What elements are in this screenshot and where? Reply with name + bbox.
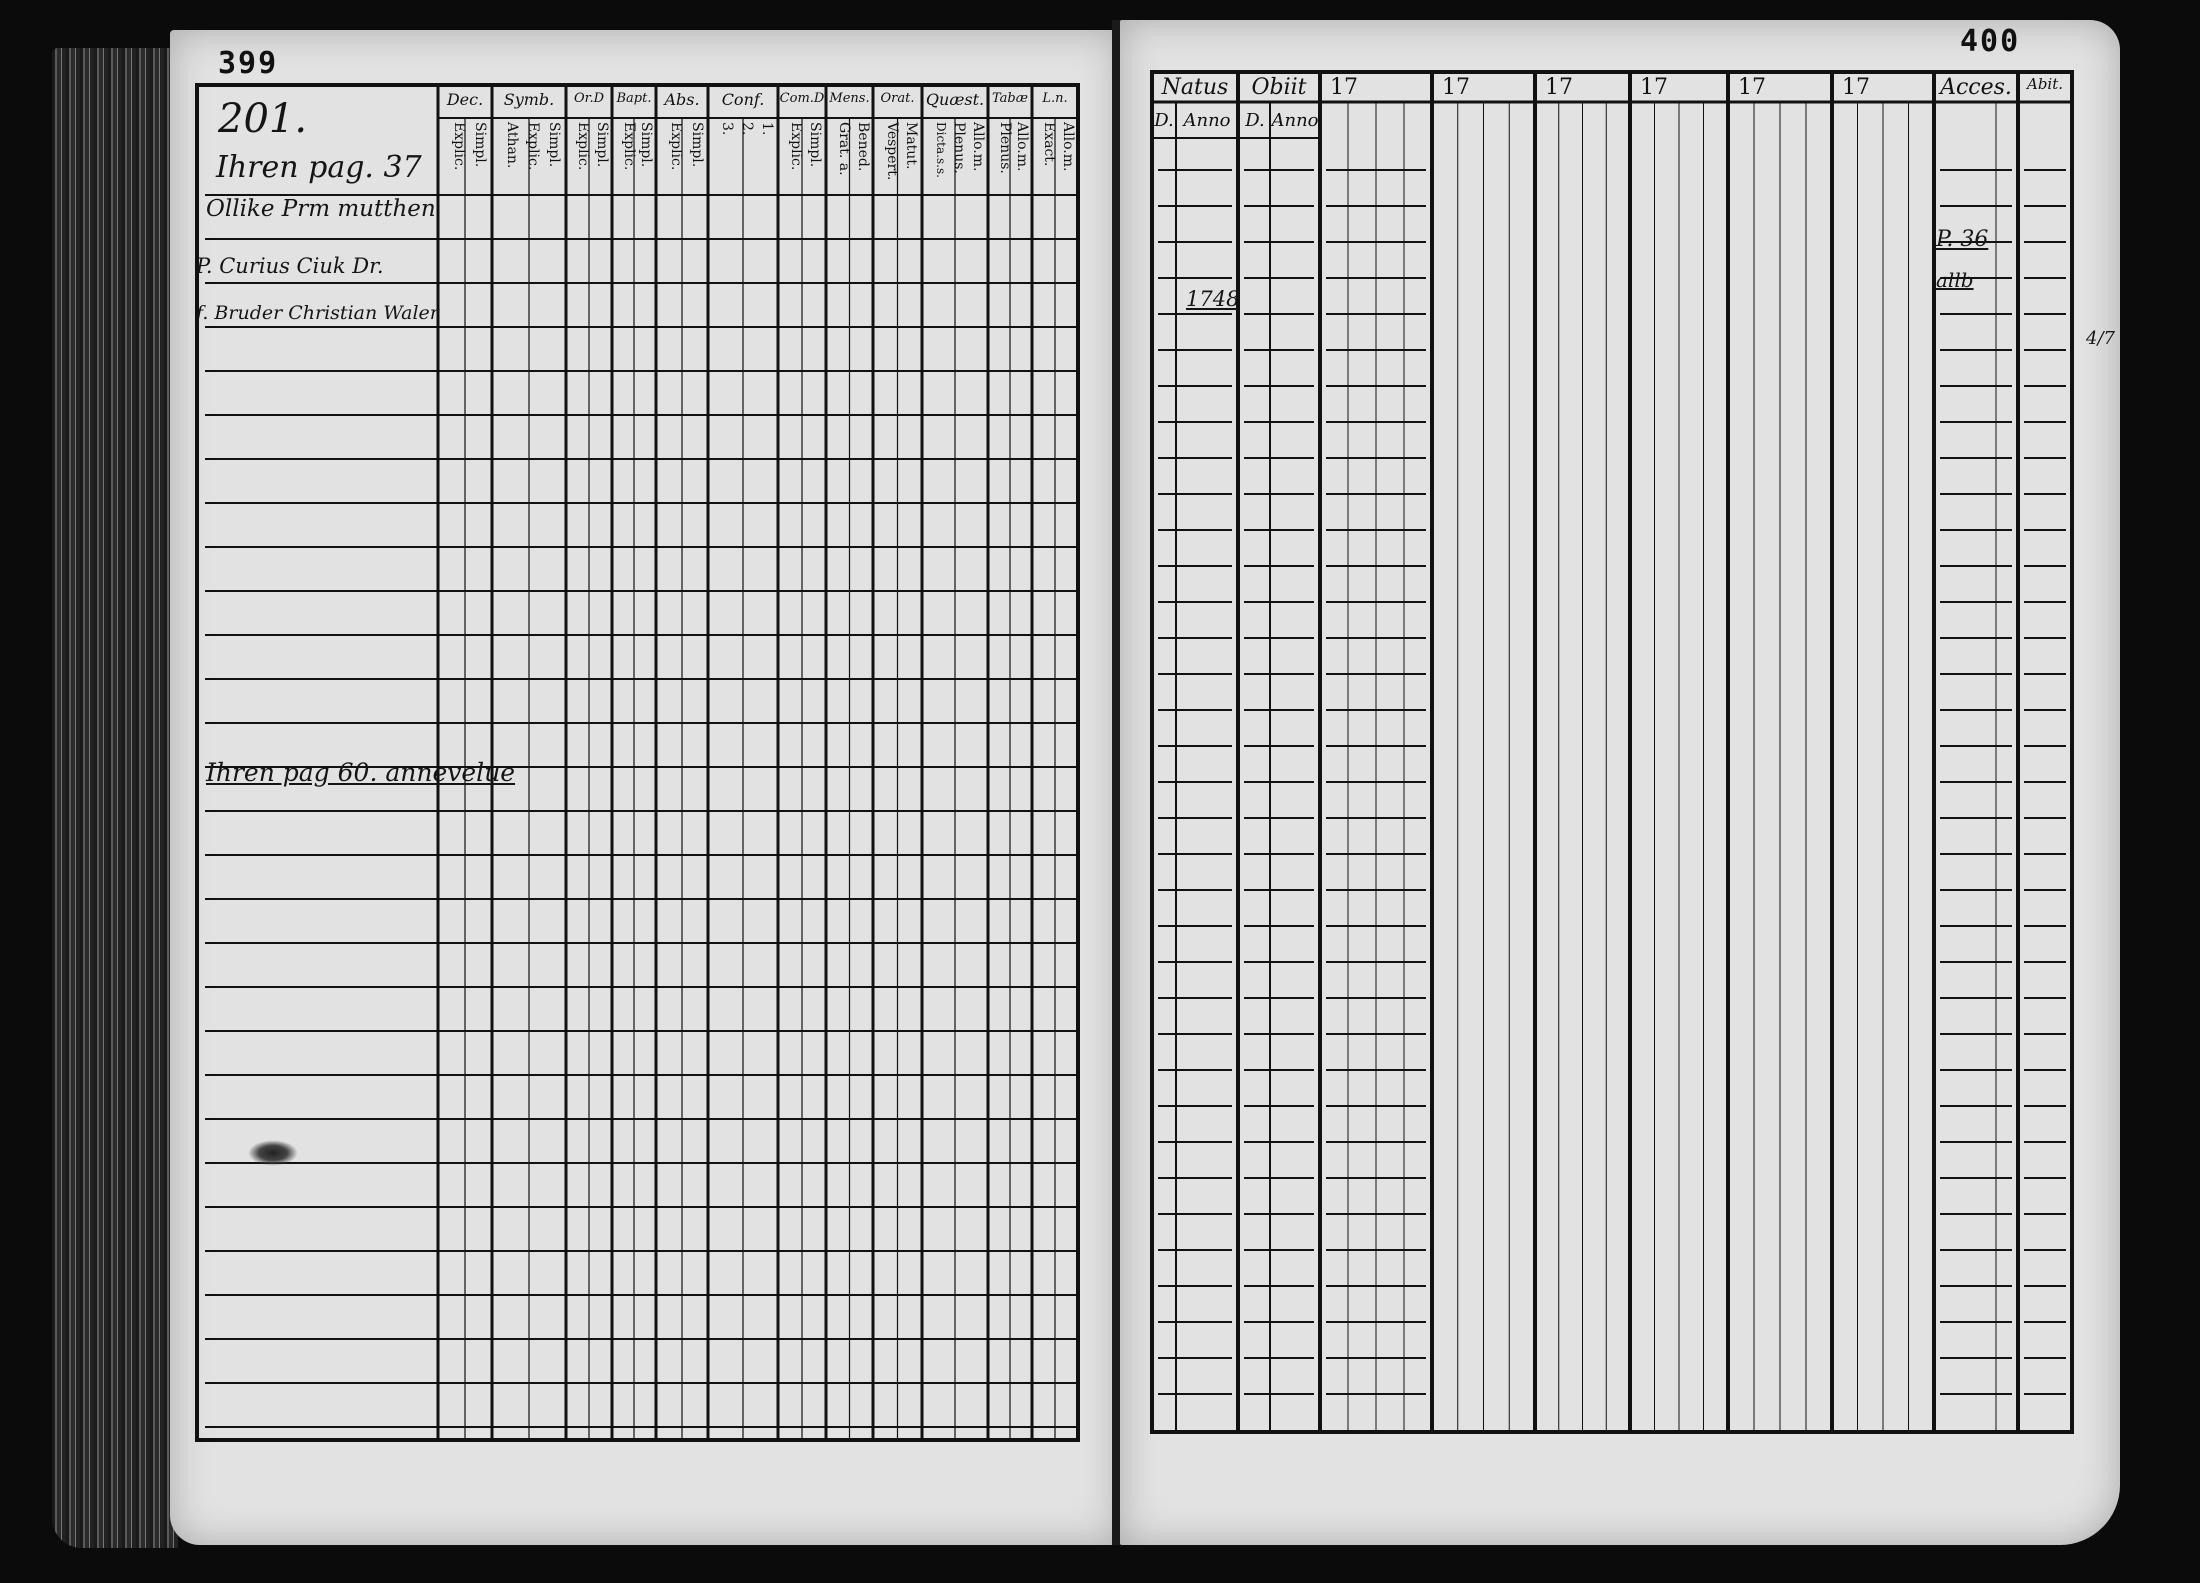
right-col-header: 17	[1330, 75, 1358, 100]
left-col-header: Abs.	[664, 90, 700, 109]
right-col-header: 17	[1545, 75, 1573, 100]
left-col-header: Dec.	[446, 90, 484, 109]
ink-smudge	[248, 1140, 298, 1166]
left-col-header: L.n.	[1042, 91, 1068, 106]
left-col-subheader: Explic.	[620, 122, 637, 171]
left-col-subheader: Grat. a.	[835, 122, 852, 176]
entry-reference-2: Ihren pag 60. annevelue	[206, 758, 516, 787]
entry-name-2: P. Curius Ciuk Dr.	[196, 254, 384, 278]
left-col-subheader: Bened.	[854, 122, 871, 172]
left-col-header: Tabæ	[992, 91, 1028, 106]
left-col-subheader: Exact.	[1041, 122, 1058, 167]
left-col-subheader: Allo.m.	[969, 122, 986, 172]
right-col-header: 17	[1738, 75, 1766, 100]
left-col-subheader: 2.	[739, 122, 755, 136]
left-col-subheader: Simpl.	[688, 122, 705, 168]
right-col-header: 17	[1442, 75, 1470, 100]
right-col-subheader: D.	[1245, 110, 1265, 131]
left-col-subheader: Explic.	[575, 122, 592, 171]
left-col-subheader: Simpl.	[638, 122, 655, 168]
left-col-header: Symb.	[503, 90, 555, 109]
right-col-header: Abit.	[2026, 75, 2064, 93]
left-col-header: Mens.	[829, 91, 870, 106]
left-col-subheader: Explic.	[450, 122, 467, 171]
margin-note: 4/7	[2086, 328, 2115, 349]
right-col-header: 17	[1842, 75, 1870, 100]
left-col-subheader: Simpl.	[546, 122, 563, 168]
right-col-header: Natus	[1161, 75, 1229, 100]
left-col-subheader: Plenus.	[996, 122, 1013, 174]
right-col-header: 17	[1640, 75, 1668, 100]
left-col-subheader: Simpl.	[807, 122, 824, 168]
left-col-subheader: Explic.	[667, 122, 684, 171]
left-col-header: Com.D	[779, 91, 825, 106]
left-col-subheader: Simpl.	[593, 122, 610, 168]
left-col-subheader: Allo.m.	[1014, 122, 1031, 172]
left-col-subheader: Vespert.	[883, 122, 900, 181]
left-col-subheader: Athan.	[504, 122, 521, 169]
left-page-number: 399	[218, 46, 279, 81]
right-col-subheader: D.	[1154, 110, 1174, 131]
right-col-subheader: Anno	[1183, 110, 1231, 131]
acces-note: P. 36	[1936, 227, 1989, 252]
left-col-subheader: Allo.m.	[1059, 122, 1076, 172]
right-col-header: Obiit	[1251, 75, 1307, 100]
left-col-subheader: 3.	[719, 122, 735, 136]
left-col-subheader: Simpl.	[472, 122, 489, 168]
left-col-header: Quæst.	[925, 90, 985, 109]
right-page-number: 400	[1960, 24, 2021, 59]
left-col-header: Orat.	[880, 91, 915, 106]
right-col-header: Acces.	[1940, 75, 2012, 100]
entry-reference-1: Ihren pag. 37	[216, 150, 422, 185]
birth-year: 1748	[1186, 287, 1240, 311]
entry-number: 201.	[218, 96, 308, 142]
entry-name-1: Ollike Prm mutthen	[206, 196, 436, 222]
left-col-header: Or.D	[574, 91, 604, 106]
left-col-header: Conf.	[721, 90, 765, 109]
left-col-subheader: Explic.	[788, 122, 805, 171]
entry-name-3: f. Bruder Christian Waler	[196, 302, 439, 324]
left-col-subheader: Matut.	[903, 122, 920, 170]
left-col-subheader: Dicta.s.s.	[933, 122, 948, 178]
left-col-header: Bapt.	[616, 91, 652, 106]
left-col-subheader: 1.	[759, 122, 775, 136]
abit-note: allb	[1936, 268, 1974, 292]
left-col-subheader: Explic.	[525, 122, 542, 171]
right-col-subheader: Anno	[1271, 110, 1319, 131]
left-col-subheader: Plenus.	[950, 122, 967, 174]
